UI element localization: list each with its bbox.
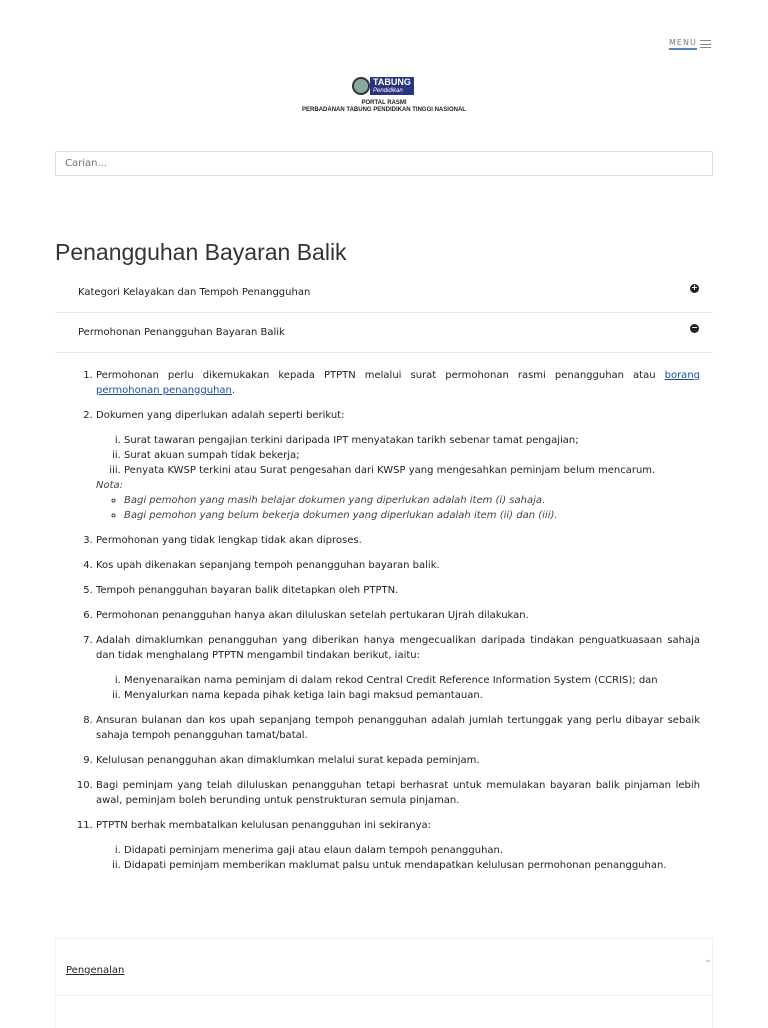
nota-item: ◦ Bagi pemohon yang masih belajar dokumen yang diperlukan adalah item (i) sahaja. — [124, 493, 700, 508]
accordion-kategori[interactable] — [55, 273, 713, 313]
pengenalan-link[interactable]: Pengenalan — [66, 965, 125, 976]
sub-item: ii. Menyalurkan nama kepada pihak ketiga lain bagi maksud pemantauan. — [124, 688, 700, 703]
page-title: Penangguhan Bayaran Balik — [55, 239, 347, 265]
sub-item: ii. Surat akuan sumpah tidak bekerja; — [124, 448, 700, 463]
seal-icon — [352, 77, 370, 95]
list-item: 5. Tempoh penangguhan bayaran balik ditetapkan oleh PTPTN. — [96, 583, 700, 598]
chevron-up-icon[interactable]: ⌃ — [703, 959, 712, 970]
search-input[interactable] — [55, 151, 713, 176]
list-item: 7. Adalah dimaklumkan penangguhan yang diberikan hanya mengecualikan daripada tindakan penguatkuasaan sahaja dan tidak menghalang PTPTN mengambil tindakan berikut, iaitu: i. Menyenaraikan nama peminjam di dalam rekod Central Credit Reference Information System (CCRIS); dan ii. Menyalurkan nama kepada pihak ketiga lain bagi maksud pemantauan. — [96, 633, 700, 703]
accordion-permohonan[interactable] — [55, 313, 713, 353]
logo-brand: TABUNG Pendidikan — [370, 77, 414, 95]
list-item: 2. Dokumen yang diperlukan adalah seperti berikut: i. Surat tawaran pengajian terkini daripada IPT menyatakan tarikh sebenar tamat pengajian; ii. Surat akuan sumpah tidak bekerja; iii. Penyata KWSP terkini atau Surat pengesahan dari KWSP yang mengesahkan peminjam belum mencarum. Nota: ◦ Bagi pemohon yang masih belajar dokumen yang diperlukan adalah item (i) sahaja. ◦ Bagi pemohon yang belum bekerja dokumen yang diperlukan adalah item (ii) dan (iii). — [96, 408, 700, 523]
sub-item: iii. Penyata KWSP terkini atau Surat pengesahan dari KWSP yang mengesahkan peminjam belum mencarum. — [124, 463, 700, 478]
logo[interactable] — [352, 77, 414, 95]
sub-item: i. Menyenaraikan nama peminjam di dalam rekod Central Credit Reference Information System (CCRIS); dan — [124, 673, 700, 688]
list-item: 11. PTPTN berhak membatalkan kelulusan penangguhan ini sekiranya: i. Didapati peminjam menerima gaji atau elaun dalam tempoh penangguhan. ii. Didapati peminjam memberikan maklumat palsu untuk mendapatkan kelulusan permohonan penangguhan. — [96, 818, 700, 873]
accordion-label: Permohonan Penangguhan Bayaran Balik — [78, 327, 285, 338]
sub-item: i. Didapati peminjam menerima gaji atau elaun dalam tempoh penangguhan. — [124, 843, 700, 858]
menu-label: MENU — [669, 38, 697, 50]
divider — [56, 995, 712, 996]
list-item: 8. Ansuran bulanan dan kos upah sepanjang tempoh penangguhan adalah jumlah tertunggak yang perlu dibayar sebaik sahaja tempoh penangguhan tamat/batal. — [96, 713, 700, 743]
hamburger-icon — [700, 40, 711, 48]
sub-item: ii. Didapati peminjam memberikan maklumat palsu untuk mendapatkan kelulusan permohonan penangguhan. — [124, 858, 700, 873]
list-item: 10. Bagi peminjam yang telah diluluskan penangguhan tetapi berhasrat untuk memulakan bayaran balik pinjaman lebih awal, peminjam boleh berunding untuk penstrukturan semula pinjaman. — [96, 778, 700, 808]
list-item: 6. Permohonan penangguhan hanya akan diluluskan setelah pertukaran Ujrah dilakukan. — [96, 608, 700, 623]
minus-circle-icon[interactable]: − — [691, 323, 698, 332]
accordion-label: Kategori Kelayakan dan Tempoh Penangguhan — [78, 287, 311, 298]
borang-link[interactable]: borang permohonan penangguhan — [96, 370, 700, 396]
list-item: 9. Kelulusan penangguhan akan dimaklumkan melalui surat kepada peminjam. — [96, 753, 700, 768]
plus-circle-icon[interactable]: + — [691, 283, 698, 292]
list-item: 4. Kos upah dikenakan sepanjang tempoh penangguhan bayaran balik. — [96, 558, 700, 573]
nota-item: ◦ Bagi pemohon yang belum bekerja dokumen yang diperlukan adalah item (ii) dan (iii). — [124, 508, 700, 523]
accordion-content — [70, 368, 700, 883]
sub-item: i. Surat tawaran pengajian terkini daripada IPT menyatakan tarikh sebenar tamat pengajian; — [124, 433, 700, 448]
footer-nav — [55, 938, 713, 1028]
menu-button[interactable] — [669, 38, 711, 50]
list-item: 1. Permohonan perlu dikemukakan kepada PTPTN melalui surat permohonan rasmi penangguhan atau borang permohonan penangguhan. — [96, 368, 700, 398]
nota-label: Nota: — [96, 480, 124, 491]
list-item: 3. Permohonan yang tidak lengkap tidak akan diproses. — [96, 533, 700, 548]
portal-title: PORTAL RASMI PERBADANAN TABUNG PENDIDIKAN TINGGI NASIONAL — [302, 100, 466, 113]
